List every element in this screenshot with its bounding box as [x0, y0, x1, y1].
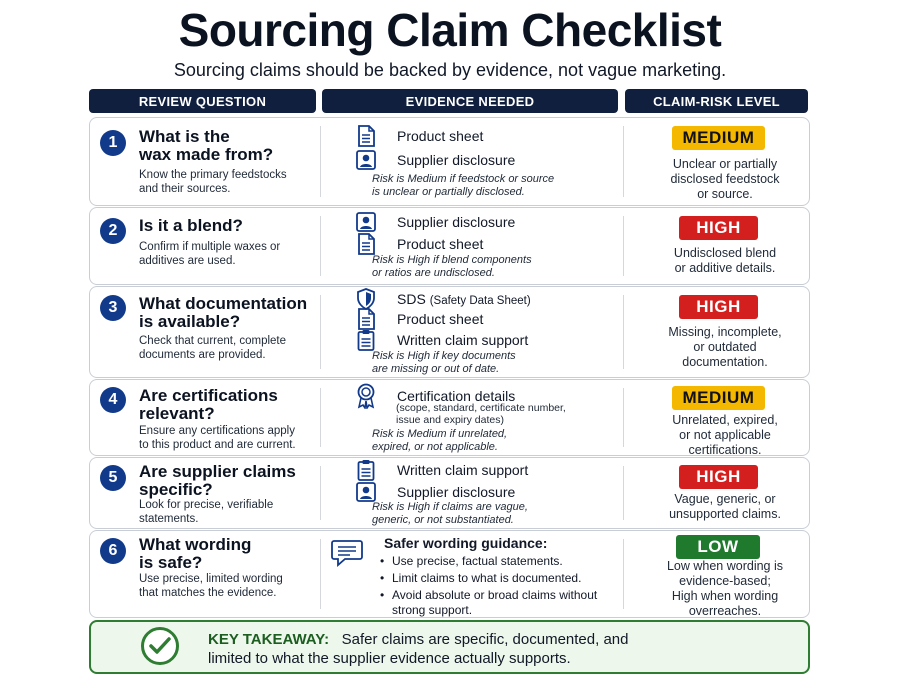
evidence-label: Product sheet: [397, 311, 484, 327]
row-number-badge: 1: [100, 130, 126, 156]
clipboard-icon: [355, 329, 377, 351]
review-question: What documentation is available?: [139, 294, 308, 331]
evidence-item-written-claim-support: [355, 459, 528, 481]
question-description: Ensure any certifications apply to this product and are current.: [139, 425, 296, 451]
evidence-detail: (scope, standard, certificate number, issue and expiry dates): [396, 402, 566, 426]
guidance-item: • Limit claims to what is documented.: [376, 571, 616, 586]
risk-note: Risk is Medium if unrelated, expired, or not applicable.: [372, 428, 508, 453]
evidence-label: Product sheet: [397, 128, 484, 144]
checklist-row-3: [89, 286, 810, 378]
guidance-item: • Use precise, factual statements.: [376, 554, 616, 569]
guidance-title: Safer wording guidance:: [384, 535, 548, 551]
person-icon: [355, 211, 377, 233]
risk-level-badge: HIGH: [679, 295, 758, 319]
row-number-badge: 5: [100, 465, 126, 491]
row-number-badge: 6: [100, 538, 126, 564]
clipboard-icon: [355, 459, 377, 481]
evidence-item-sds: [355, 288, 531, 310]
evidence-label: Certification details: [397, 388, 516, 404]
guidance-item: • Avoid absolute or broad claims without strong support.: [376, 588, 602, 618]
checklist-row-4: [89, 379, 810, 456]
header-claim-risk-level: CLAIM-RISK LEVEL: [625, 89, 808, 113]
evidence-label: SDS (Safety Data Sheet): [397, 291, 531, 307]
question-description: Check that current, complete documents are provided.: [139, 335, 287, 361]
risk-description: Unclear or partially disclosed feedstock or source.: [670, 157, 780, 201]
page-subtitle: Sourcing claims should be backed by evidence, not vague marketing.: [173, 60, 727, 80]
row-number-badge: 4: [100, 387, 126, 413]
document-icon: [355, 308, 377, 330]
evidence-item-supplier-disclosure: [355, 481, 515, 503]
risk-level-badge: HIGH: [679, 216, 758, 240]
question-description: Look for precise, verifiable statements.: [139, 499, 274, 525]
evidence-item-product-sheet: [355, 233, 483, 255]
risk-description: Unrelated, expired, or not applicable certifications.: [672, 413, 778, 457]
review-question: Are certifications relevant?: [139, 386, 278, 423]
evidence-item-product-sheet: [355, 125, 483, 147]
evidence-label: Written claim support: [397, 462, 529, 478]
risk-note: Risk is High if blend components or ratios are undisclosed.: [372, 254, 532, 279]
row-number-badge: 3: [100, 295, 126, 321]
review-question: Are supplier claims specific?: [139, 462, 296, 499]
question-description: Know the primary feedstocks and their sources.: [139, 169, 287, 195]
person-icon: [355, 481, 377, 503]
checkmark-icon: [141, 627, 179, 665]
shield-icon: [355, 288, 377, 310]
risk-note: Risk is High if claims are vague, generic, or not substantiated.: [372, 501, 528, 526]
risk-level-badge: MEDIUM: [672, 386, 765, 410]
risk-note: Risk is High if key documents are missing or out of date.: [372, 350, 516, 375]
checklist-row-2: [89, 207, 810, 285]
evidence-item-supplier-disclosure: [355, 211, 515, 233]
risk-level-badge: MEDIUM: [672, 126, 765, 150]
review-question: Is it a blend?: [139, 216, 243, 235]
evidence-label: Supplier disclosure: [397, 214, 516, 230]
evidence-label: Supplier disclosure: [397, 152, 516, 168]
speech-bubble-icon: [331, 539, 363, 572]
key-takeaway-box: [89, 620, 810, 674]
page-title: Sourcing Claim Checklist: [178, 4, 722, 56]
guidance-list: [376, 554, 616, 620]
evidence-item-supplier-disclosure: [355, 149, 515, 171]
key-takeaway-label: KEY TAKEAWAY:: [208, 631, 330, 648]
risk-level-badge: HIGH: [679, 465, 758, 489]
evidence-label: Product sheet: [397, 236, 484, 252]
header-review-question: REVIEW QUESTION: [89, 89, 316, 113]
evidence-item-written-claim-support: [355, 329, 528, 351]
review-question: What wording is safe?: [139, 535, 252, 572]
document-icon: [355, 125, 377, 147]
risk-description: Low when wording is evidence-based; High when wording overreaches.: [666, 559, 784, 618]
person-icon: [355, 149, 377, 171]
header-evidence-needed: EVIDENCE NEEDED: [322, 89, 618, 113]
document-icon: [355, 233, 377, 255]
risk-note: Risk is Medium if feedstock or source is unclear or partially disclosed.: [372, 173, 555, 198]
checklist-row-1: [89, 117, 810, 206]
ribbon-icon: [355, 385, 377, 407]
evidence-item-product-sheet: [355, 308, 483, 330]
checklist-row-5: [89, 457, 810, 529]
risk-description: Vague, generic, or unsupported claims.: [669, 492, 781, 521]
risk-description: Missing, incomplete, or outdated documentation.: [668, 325, 782, 369]
risk-level-badge: LOW: [676, 535, 760, 559]
evidence-label: Supplier disclosure: [397, 484, 516, 500]
evidence-label: Written claim support: [397, 332, 529, 348]
key-takeaway-text: KEY TAKEAWAY: Safer claims are specific, documented, and limited to what the supplier evidence actually supports.: [208, 631, 629, 667]
risk-description: Undisclosed blend or additive details.: [673, 246, 777, 275]
question-description: Use precise, limited wording that matches the evidence.: [139, 573, 283, 599]
row-number-badge: 2: [100, 218, 126, 244]
review-question: What is the wax made from?: [139, 127, 274, 164]
checklist-row-6: [89, 530, 810, 618]
question-description: Confirm if multiple waxes or additives are used.: [139, 241, 281, 267]
